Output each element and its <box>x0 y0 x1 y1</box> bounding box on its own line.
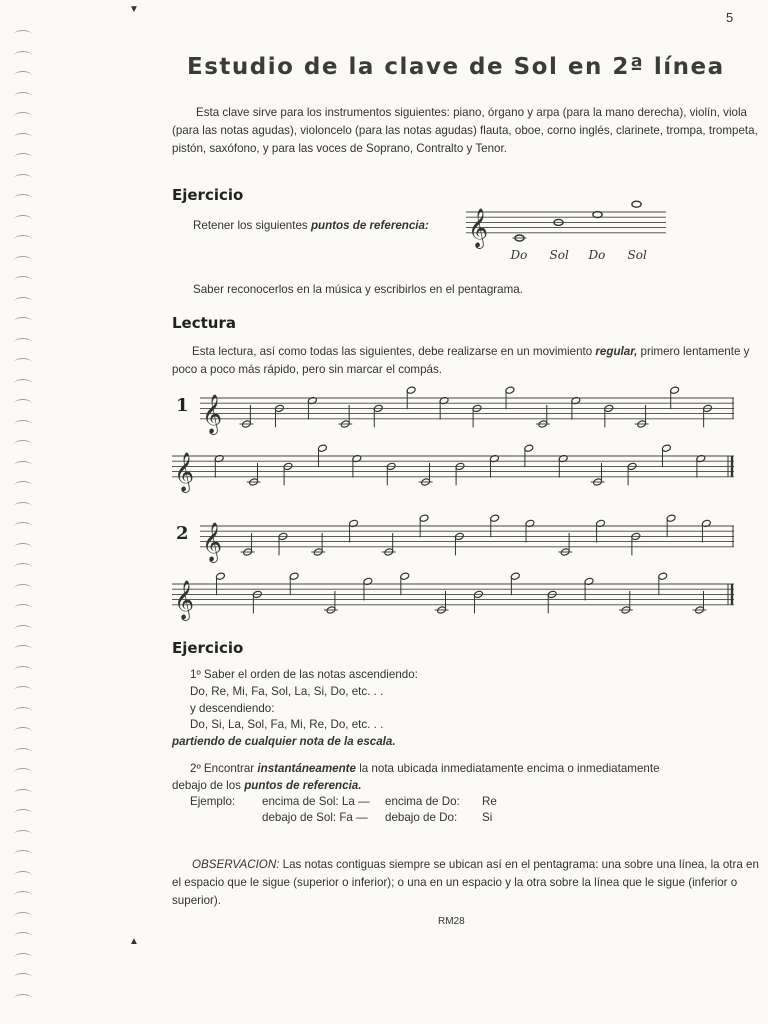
binding-hole <box>14 502 32 511</box>
binding-hole <box>14 666 32 675</box>
reference-note-label: Do <box>588 248 606 262</box>
note <box>547 590 557 613</box>
staff-lines <box>172 584 734 605</box>
reference-note-label: Sol <box>627 248 647 262</box>
binding-hole <box>14 215 32 224</box>
example-row-1-b: encima de Do: <box>385 795 460 808</box>
treble-clef-icon: 𝄞 <box>202 521 223 562</box>
note <box>252 590 262 613</box>
example-row-1-c: Re <box>482 795 497 808</box>
whole-note <box>632 201 641 207</box>
observation-paragraph <box>172 856 768 910</box>
recognize-text: Saber reconocerlos en la música y escribirlos en el pentagrama. <box>193 283 523 296</box>
step-2-prefix: 2º Encontrar <box>190 762 258 775</box>
binding-hole <box>14 809 32 818</box>
descending-label: y descendiendo: <box>190 702 275 715</box>
example-row-2-a: debajo de Sol: Fa — <box>262 811 368 824</box>
ejercicio-heading-1: Ejercicio <box>172 186 244 204</box>
binding-hole <box>14 953 32 962</box>
binding-hole <box>14 707 32 716</box>
spiral-binding-holes <box>0 0 40 1024</box>
note <box>593 212 602 218</box>
binding-hole <box>14 235 32 244</box>
page-number: 5 <box>726 10 734 25</box>
binding-hole <box>14 994 32 1003</box>
note <box>513 235 527 241</box>
lectura-text-emphasis: regular, <box>595 345 638 358</box>
note <box>631 532 641 555</box>
lectura-text-prefix: Esta lectura, así como todas las siguientes, debe realizarse en un movimiento <box>192 345 596 358</box>
binding-hole <box>14 871 32 880</box>
binding-hole <box>14 92 32 101</box>
exercise-number-1: 1 <box>176 395 189 416</box>
descending-notes: Do, Si, La, Sol, Fa, Mi, Re, Do, etc. . . <box>190 718 384 731</box>
binding-hole <box>14 645 32 654</box>
binding-hole <box>14 194 32 203</box>
staff-lines <box>172 456 734 477</box>
corner-marker-bottom: ▲ <box>129 936 139 947</box>
binding-hole <box>14 789 32 798</box>
observation-label: OBSERVACION: <box>192 858 280 871</box>
treble-clef-icon: 𝄞 <box>174 579 195 620</box>
treble-clef-icon: 𝄞 <box>174 451 195 492</box>
ascending-notes: Do, Re, Mi, Fa, Sol, La, Si, Do, etc. . . <box>190 685 384 698</box>
note <box>278 532 288 555</box>
whole-note <box>593 212 602 218</box>
binding-hole <box>14 481 32 490</box>
step-2-emphasis: instantáneamente <box>257 762 356 775</box>
reference-note-label: Do <box>510 248 528 262</box>
exercise-1-staff-1 <box>200 384 734 438</box>
binding-hole <box>14 440 32 449</box>
note <box>473 590 483 613</box>
treble-clef-icon: 𝄞 <box>468 207 489 248</box>
example-label: Ejemplo: <box>190 795 236 808</box>
binding-hole <box>14 563 32 572</box>
lectura-paragraph <box>172 343 768 379</box>
reference-points-prefix: Retener los siguientes <box>193 219 311 232</box>
binding-hole <box>14 276 32 285</box>
binding-hole <box>14 399 32 408</box>
note <box>703 404 713 427</box>
note <box>373 404 383 427</box>
any-note-instruction: partiendo de cualquier nota de la escala. <box>172 735 396 748</box>
binding-hole <box>14 358 32 367</box>
example-row-1-a: encima de Sol: La — <box>262 795 370 808</box>
exercise-step-2 <box>190 762 660 775</box>
step-2-suffix: la nota ubicada inmediatamente encima o inmediatamente <box>355 762 660 775</box>
binding-hole <box>14 850 32 859</box>
note <box>472 404 482 427</box>
exercise-step-1: 1º Saber el orden de las notas ascendiendo: <box>190 668 418 681</box>
binding-hole <box>14 30 32 39</box>
binding-hole <box>14 461 32 470</box>
binding-hole <box>14 830 32 839</box>
observation-text: Las notas contiguas siempre se ubican así en el pentagrama: una sobre una línea, la otra en el espacio que le sigue (superior o inferior); o una en un espacio y la otra sobre la línea que le sigue (inferior o superior). <box>172 858 759 907</box>
binding-hole <box>14 71 32 80</box>
binding-hole <box>14 112 32 121</box>
page-title: Estudio de la clave de Sol en 2ª línea <box>187 54 725 80</box>
binding-hole <box>14 133 32 142</box>
intro-paragraph: Esta clave sirve para los instrumentos siguientes: piano, órgano y arpa (para la mano derecha), violín, viola (para las notas agudas), violoncelo (para las notas agudas) flauta, oboe, corno inglés, clarinete, trompa, trompeta, pistón, saxófono, y para las voces de Soprano, Contralto y Tenor. <box>172 106 758 155</box>
note <box>604 404 614 427</box>
binding-hole <box>14 604 32 613</box>
reference-note-label: Sol <box>549 248 569 262</box>
staff-lines <box>466 212 666 233</box>
binding-hole <box>14 625 32 634</box>
binding-hole <box>14 891 32 900</box>
reference-points-emphasis: puntos de referencia: <box>310 219 429 232</box>
note <box>627 462 637 485</box>
binding-hole <box>14 686 32 695</box>
binding-hole <box>14 912 32 921</box>
binding-hole <box>14 420 32 429</box>
exercise-step-2-cont <box>172 779 361 792</box>
staff-lines <box>200 398 734 419</box>
note <box>283 462 293 485</box>
binding-hole <box>14 522 32 531</box>
corner-marker: ▼ <box>129 4 139 15</box>
binding-hole <box>14 256 32 265</box>
binding-hole <box>14 317 32 326</box>
treble-clef-icon: 𝄞 <box>202 393 223 434</box>
note <box>386 462 396 485</box>
binding-hole <box>14 543 32 552</box>
exercise-2-staff-1 <box>200 512 734 566</box>
binding-hole <box>14 973 32 982</box>
example-row-2-c: Si <box>482 811 493 824</box>
lectura-heading: Lectura <box>172 314 236 332</box>
lectura-text-suffix: primero lentamente y poco a poco más rápido, pero sin marcar el compás. <box>172 345 750 376</box>
exercise-1-staff-2 <box>172 442 734 496</box>
reference-staff <box>466 198 666 254</box>
note <box>454 532 464 555</box>
note <box>632 201 641 207</box>
exercise-number-2: 2 <box>176 523 189 544</box>
note <box>274 404 284 427</box>
binding-hole <box>14 727 32 736</box>
binding-hole <box>14 748 32 757</box>
staff-lines <box>200 526 734 547</box>
ejercicio-heading-2: Ejercicio <box>172 639 244 657</box>
note <box>455 462 465 485</box>
binding-hole <box>14 768 32 777</box>
step-2-cont-prefix: debajo de los <box>172 779 245 792</box>
binding-hole <box>14 297 32 306</box>
binding-hole <box>14 932 32 941</box>
binding-hole <box>14 584 32 593</box>
step-2-cont-emphasis: puntos de referencia. <box>244 779 362 792</box>
binding-hole <box>14 51 32 60</box>
binding-hole <box>14 338 32 347</box>
binding-hole <box>14 174 32 183</box>
binding-hole <box>14 379 32 388</box>
example-row-2-b: debajo de Do: <box>385 811 458 824</box>
footer-code: RM28 <box>438 916 465 927</box>
binding-hole <box>14 153 32 162</box>
exercise-2-staff-2 <box>172 570 734 624</box>
reference-points-text <box>193 217 429 235</box>
